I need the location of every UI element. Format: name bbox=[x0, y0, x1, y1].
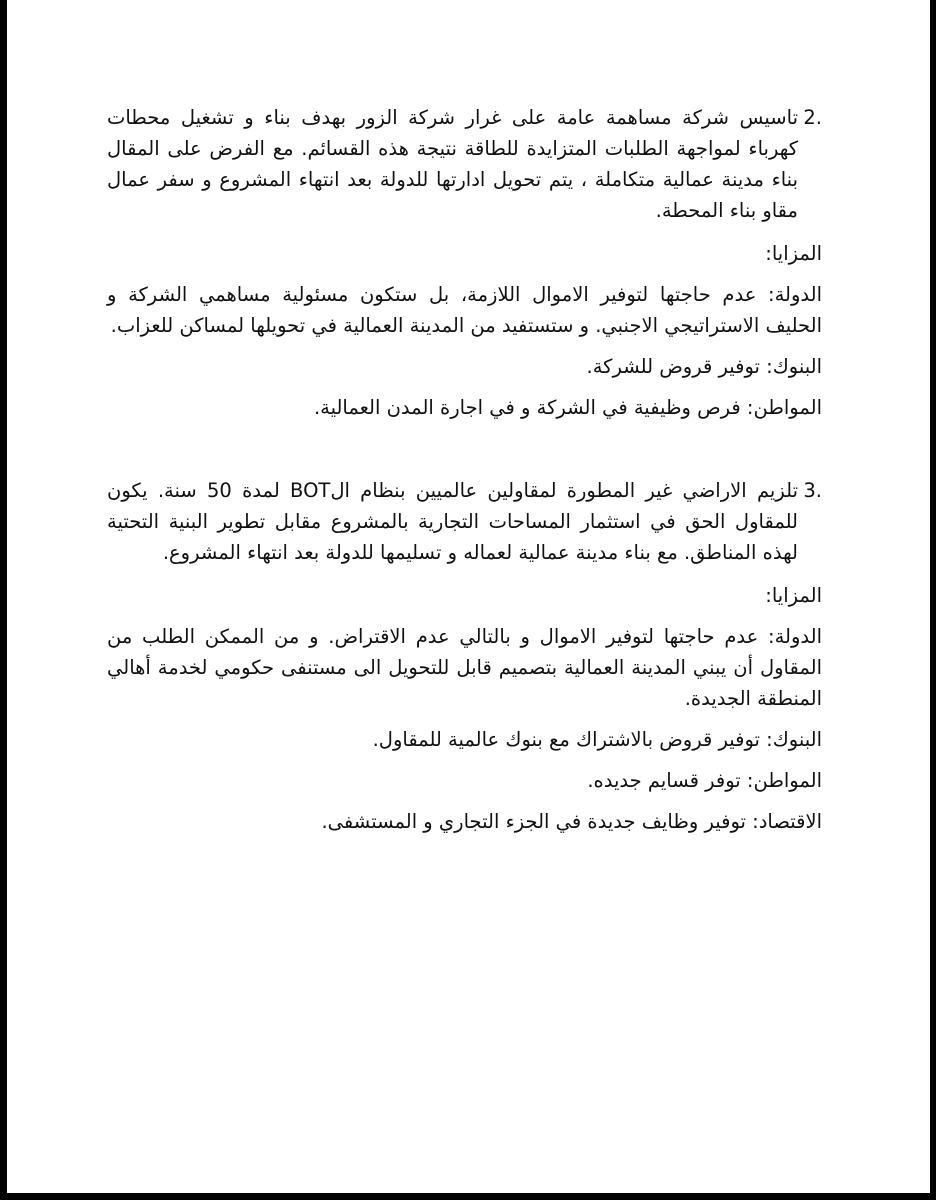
advantage-state: الدولة: عدم حاجتها لتوفير الاموال اللازمة، بل ستكون مسئولية مساهمي الشركة و الحليف الاستراتيجي الاجنبي. و ستستفيد من المدينة العمالية في تحويلها لمساكن للعزاب. bbox=[107, 283, 822, 337]
left-black-border bbox=[0, 0, 7, 1200]
advantage-citizen: المواطن: فرص وظيفية في الشركة و في اجارة المدن العمالية. bbox=[313, 396, 822, 419]
advantage-economy: الاقتصاد: توفير وظايف جديدة في الجزء التجاري و المستشفى. bbox=[321, 810, 822, 833]
advantage-banks: البنوك: توفير قروض بالاشتراك مع بنوك عالمية للمقاول. bbox=[372, 728, 822, 751]
numbered-item-2 bbox=[107, 102, 822, 226]
right-black-border bbox=[930, 0, 936, 1200]
item-text: تلزيم الاراضي غير المطورة لمقاولين عالميين بنظام الBOT لمدة 50 سنة. يكون للمقاول الحق في استثمار المساحات التجارية بالمشروع مقابل تطوير البنية التحتية لهذه المناطق. مع بناء مدينة عمالية لعماله و تسليمها للدولة بعد انتهاء المشروع. bbox=[107, 479, 798, 564]
advantage-citizen: المواطن: توفر قسايم جديده. bbox=[587, 769, 822, 792]
numbered-item-3 bbox=[107, 475, 822, 568]
advantage-state: الدولة: عدم حاجتها لتوفير الاموال و بالتالي عدم الاقتراض. و من الممكن الطلب من المقاول أن يبني المدينة العمالية بتصميم قابل للتحويل الى مستنفى حكومي لخدمة أهالي المنطقة الجديدة. bbox=[107, 625, 822, 710]
advantage-banks: البنوك: توفير قروض للشركة. bbox=[586, 355, 822, 378]
item-text: تاسيس شركة مساهمة عامة على غرار شركة الزور بهدف بناء و تشغيل محطات كهرباء لمواجهة الطلبات المتزايدة للطاقة نتيجة هذه القسائم. مع الفرض على المقال بناء مدينة عمالية متكاملة ، يتم تحويل ادارتها للدولة بعد انتهاء المشروع و سفر عمال مقاو بناء المحطة. bbox=[107, 106, 798, 222]
document-body bbox=[107, 102, 822, 837]
item-number: 2. bbox=[803, 106, 822, 129]
section-spacer bbox=[107, 423, 822, 475]
item-number: 3. bbox=[803, 479, 822, 502]
advantages-heading: المزايا: bbox=[765, 584, 822, 607]
bottom-black-border bbox=[0, 1193, 936, 1200]
advantages-heading: المزايا: bbox=[765, 242, 822, 265]
